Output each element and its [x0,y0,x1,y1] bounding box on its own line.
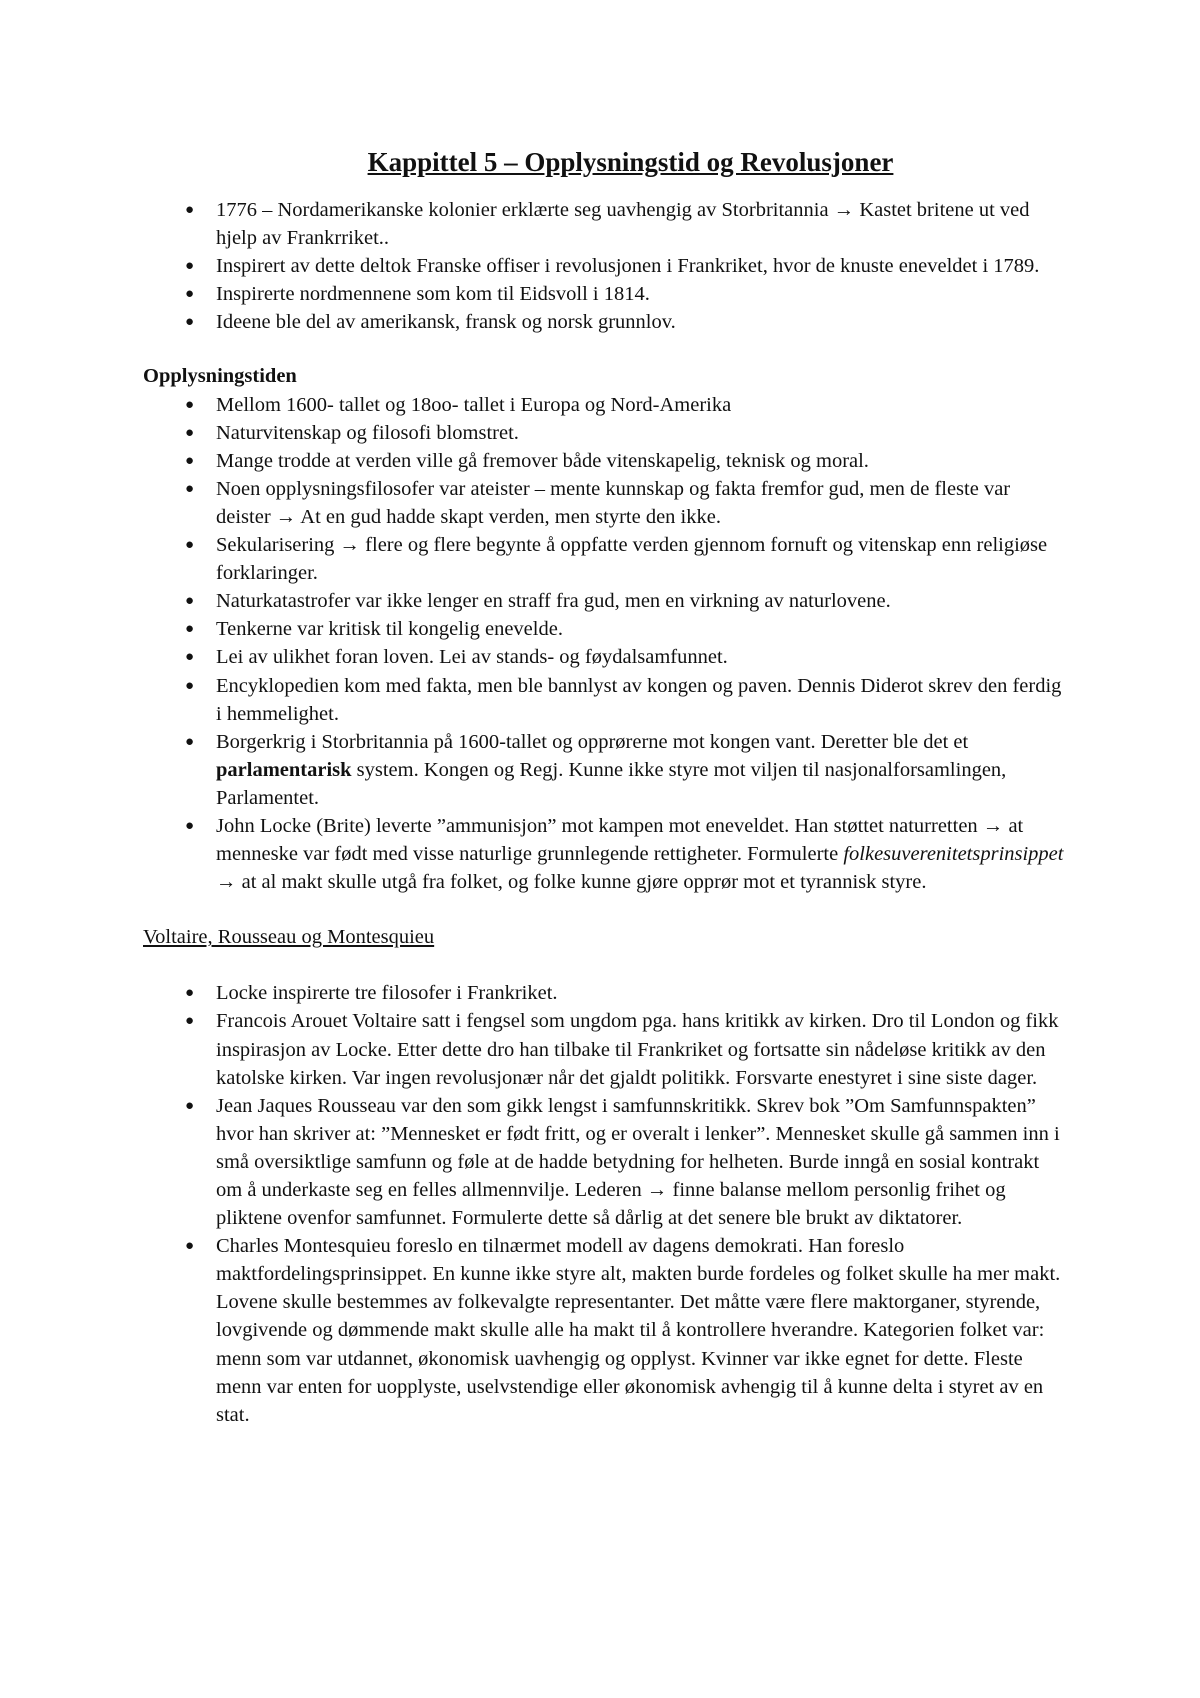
list-item: ● Locke inspirerte tre filosofer i Frankriket. [143,979,1068,1007]
list-item: ● Naturvitenskap og filosofi blomstret. [143,419,1068,447]
list-item: ● Charles Montesquieu foreslo en tilnærmet modell av dagens demokrati. Han foreslo maktfordelingsprinsippet. En kunne ikke styre alt, makten burde fordeles og folket skulle ha mer makt. Lovene skulle bestemmes av folkevalgte representanter. Det måtte være flere maktorganer, styrende, lovgivende og dømmende makt skulle alle ha makt til å kontrollere hverandre. Kategorien folket var: menn som var utdannet, økonomisk uavhengig og opplyst. Kvinner var ikke egnet for dette. Fleste menn var enten for uopplyste, uselvstendige eller økonomisk avhengig til å kunne delta i styret av en stat. [143,1232,1068,1429]
list-item: ● Noen opplysningsfilosofer var ateister – mente kunnskap og fakta fremfor gud, men de fleste var deister → At en gud hadde skapt verden, men styrte den ikke. [143,475,1068,531]
list-item: ● John Locke (Brite) leverte ”ammunisjon” mot kampen mot eneveldet. Han støttet naturretten → at menneske var født med visse naturlige grunnlegende rettigheter. Formulerte folkesuverenitetsprinsippet → at al makt skulle utgå fra folket, og folke kunne gjøre opprør mot et tyrannisk styre. [143,812,1068,896]
arrow-icon: → [982,814,1004,837]
section-heading-philosophers: Voltaire, Rousseau og Montesquieu [143,926,435,949]
list-item: ● Mange trodde at verden ville gå fremover både vitenskapelig, teknisk og moral. [143,447,1068,475]
list-item: ● Borgerkrig i Storbritannia på 1600-tallet og opprørerne mot kongen vant. Deretter ble det et parlamentarisk system. Kongen og Regj. Kunne ikke styre mot viljen til nasjonalforsamlingen, Parlamentet. [143,728,1068,812]
philosophers-list [143,979,1068,1429]
document-content [143,138,1068,1429]
page-title: Kappittel 5 – Opplysningstid og Revolusjoner [367,147,894,177]
list-item: ● Sekularisering → flere og flere begynte å oppfatte verden gjennom fornuft og vitenskap enn religiøse forklaringer. [143,531,1068,587]
list-item: ● Encyklopedien kom med fakta, men ble bannlyst av kongen og paven. Dennis Diderot skrev den ferdig i hemmelighet. [143,672,1068,728]
intro-list [143,196,1068,336]
opplysningstiden-list [143,391,1068,897]
list-item: ● Lei av ulikhet foran loven. Lei av stands- og føydalsamfunnet. [143,643,1068,671]
italic-term: folkesuverenitetsprinsippet [843,843,1064,866]
arrow-icon: → [339,534,361,557]
list-item: ● 1776 – Nordamerikanske kolonier erklærte seg uavhengig av Storbritannia → Kastet britene ut ved hjelp av Frankrriket.. [143,196,1068,252]
bold-term: parlamentarisk [216,758,352,781]
list-item: ● Inspirerte nordmennene som kom til Eidsvoll i 1814. [143,280,1068,308]
arrow-icon: → [216,871,237,894]
arrow-icon: → [833,199,855,221]
list-item: ● Tenkerne var kritisk til kongelig enevelde. [143,615,1068,643]
list-item: ● Mellom 1600- tallet og 18oo- tallet i Europa og Nord-Amerika [143,391,1068,419]
list-item: ● Inspirert av dette deltok Franske offiser i revolusjonen i Frankriket, hvor de knuste eneveldet i 1789. [143,252,1068,280]
list-item: ● Jean Jaques Rousseau var den som gikk lengst i samfunnskritikk. Skrev bok ”Om Samfunnspakten” hvor han skriver at: ”Mennesket er født fritt, og er overalt i lenker”. Mennesket skulle gå sammen inn i små oversiktlige samfunn og føle at de hadde betydning for helheten. Burde inngå en sosial kontrakt om å underkaste seg en felles allmennvilje. Lederen → finne balanse mellom personlig frihet og pliktene ovenfor samfunnet. Formulerte dette så dårlig at det senere ble brukt av diktatorer. [143,1092,1068,1232]
list-item: ● Naturkatastrofer var ikke lenger en straff fra gud, men en virkning av naturlovene. [143,587,1068,615]
list-item: ● Ideene ble del av amerikansk, fransk og norsk grunnlov. [143,308,1068,336]
section-heading-opplysningstiden: Opplysningstiden [143,365,297,388]
list-item: ● Francois Arouet Voltaire satt i fengsel som ungdom pga. hans kritikk av kirken. Dro til London og fikk inspirasjon av Locke. Etter dette dro han tilbake til Frankriket og fortsatte sin nådeløse kritikk av den katolske kirken. Var ingen revolusjonær når det gjaldt politikk. Forsvarte enestyret i sine siste dager. [143,1007,1068,1091]
arrow-icon: → [275,505,297,528]
arrow-icon: → [646,1179,668,1201]
